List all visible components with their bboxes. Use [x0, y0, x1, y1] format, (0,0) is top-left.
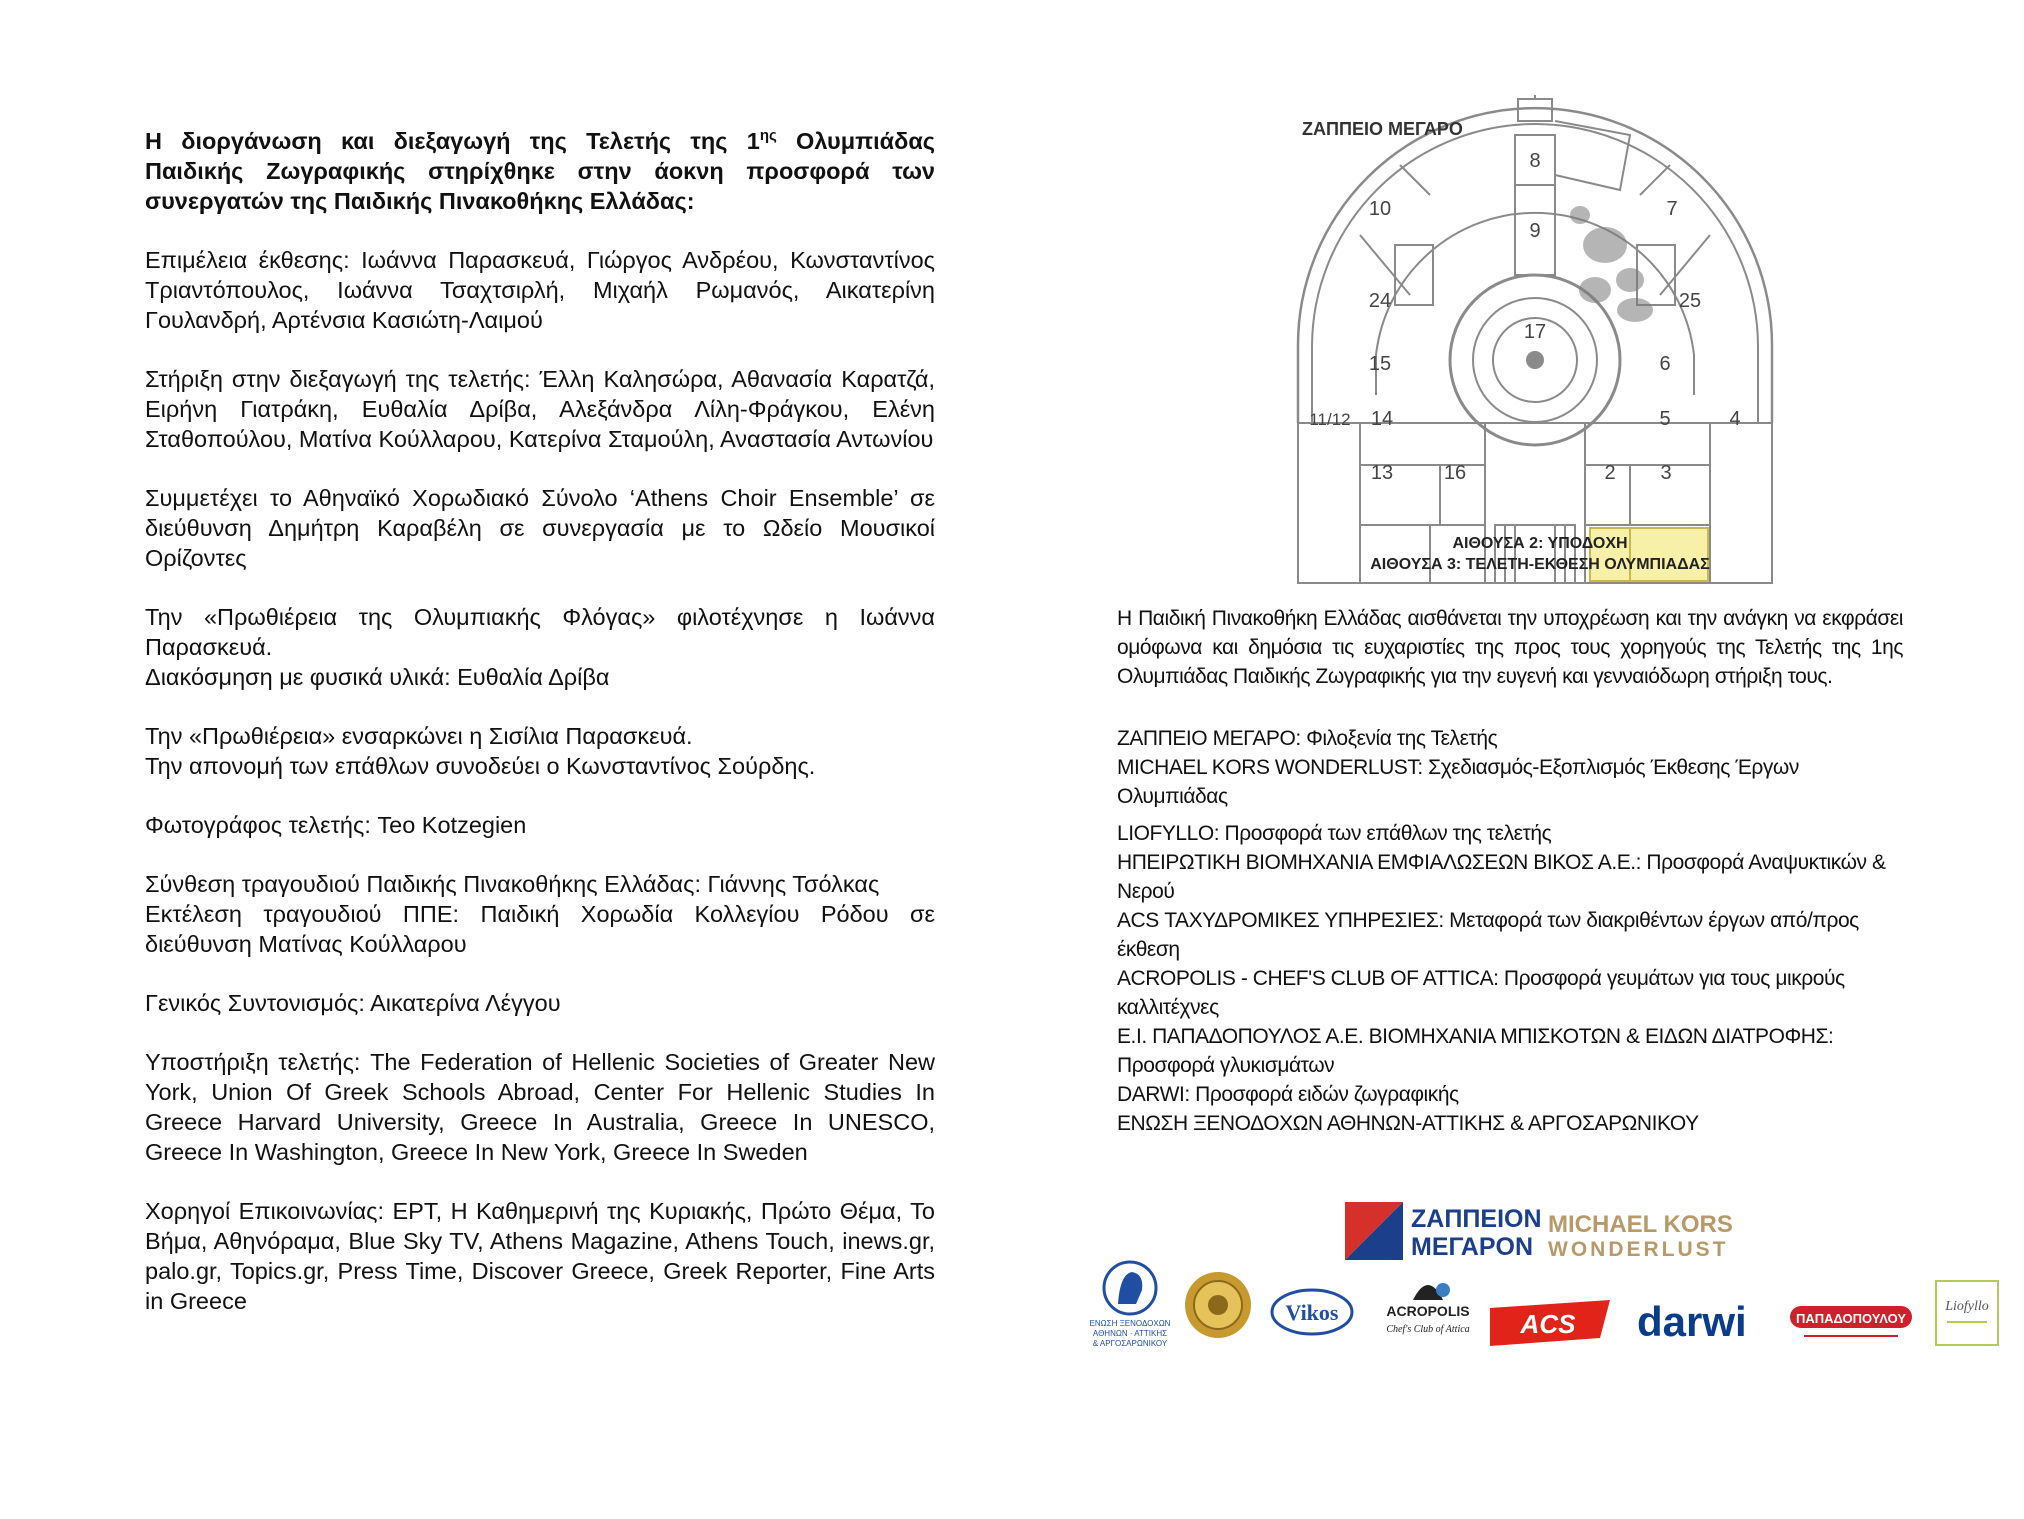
- zappeion-floorplan: [1290, 95, 1780, 585]
- room-label: 8: [1529, 150, 1541, 172]
- sponsor-item: ACS ΤΑΧΥΔΡΟΜΙΚΕΣ ΥΠΗΡΕΣΙΕΣ: Μεταφορά των διακριθέντων έργων από/προς έκθεση: [1117, 909, 1859, 961]
- support-paragraph: Στήριξη στην διεξαγωγή της τελετής: Έλλη Καλησώρα, Αθανασία Καρατζά, Ειρήνη Γιατράκη, Ευθαλία Δρίβα, Αλεξάνδρα Λίλη-Φράγκου, Ελένη Σταθοπούλου, Ματίνα Κούλλαρου, Κατερίνα Σταμούλη, Αναστασία Αντωνίου: [145, 366, 935, 452]
- room-label: 15: [1368, 353, 1392, 375]
- room-label: 2: [1604, 462, 1616, 484]
- zappeion-logo-text-2: ΜΕΓΑΡΟΝ: [1411, 1233, 1534, 1261]
- room-label: 17: [1523, 321, 1547, 343]
- acs-logo: [1490, 1300, 1610, 1351]
- choir-paragraph: Συμμετέχει το Αθηναϊκό Χορωδιακό Σύνολο ‘Athens Choir Ensemble’ σε διεύθυνση Δημήτρη Καραβέλη σε συνεργασία με το Ωδείο Μουσικοί Ορίζοντες: [145, 485, 935, 571]
- room-label: 16: [1443, 462, 1467, 484]
- papadopoulou-logo-text: ΠΑΠΑΔΟΠΟΥΛΟΥ: [1795, 1311, 1907, 1326]
- sponsor-item: ΖΑΠΠΕΙΟ ΜΕΓΑΡΟ: Φιλοξενία της Τελετής: [1117, 727, 1498, 750]
- room-label: 5: [1659, 408, 1671, 430]
- room-label: 25: [1678, 290, 1702, 312]
- darwi-logo-text: darwi: [1637, 1298, 1747, 1345]
- sponsor-item: ΗΠΕΙΡΩΤΙΚΗ ΒΙΟΜΗΧΑΝΙΑ ΕΜΦΙΑΛΩΣΕΩΝ ΒΙΚΟΣ Α.Ε.: Προσφορά Αναψυκτικών & Νερού: [1117, 851, 1886, 903]
- acropolis-chefs-logo: [1383, 1268, 1473, 1353]
- coordination-paragraph: Γενικός Συντονισμός: Αικατερίνα Λέγγου: [145, 990, 561, 1016]
- sponsors-column: [1117, 604, 1903, 1138]
- hotel-union-logo: [1090, 1260, 1170, 1355]
- zappeion-logo-text-1: ΖΑΠΠΕΙΟΝ: [1411, 1205, 1542, 1233]
- priestess-paragraph: Την «Πρωθιέρεια» ενσαρκώνει η Σισίλια Παρασκευά. Την απονομή των επάθλων συνοδεύει ο Κωνσταντίνος Σούρδης.: [145, 723, 816, 779]
- room-label: 14: [1370, 408, 1394, 430]
- mk-logo-text-2: WONDERLUST: [1548, 1238, 1729, 1261]
- sponsor-item: ACROPOLIS - CHEF'S CLUB OF ATTICA: Προσφορά γευμάτων για τους μικρούς καλλιτέχνες: [1117, 967, 1845, 1019]
- media-sponsors-paragraph: Χορηγοί Επικοινωνίας: ΕΡΤ, Η Καθημερινή της Κυριακής, Πρώτο Θέμα, Το Βήμα, Αθηνόραμα, Blue Sky TV, Athens Magazine, Athens Touch, inews.gr, palo.gr, Topics.gr, Press Time, Discover Greece, Greek Reporter, Fine Arts in Greece: [145, 1198, 935, 1314]
- ceremony-support-paragraph: Υποστήριξη τελετής: The Federation of Hellenic Societies of Greater New York, Union Of Greek Schools Abroad, Center For Hellenic Studies In Greece Harvard University, Greece In Australia, Greece In UNESCO, Greece In Washington, Greece In New York, Greece In Sweden: [145, 1049, 935, 1165]
- credits-column: [145, 126, 935, 1345]
- floorplan-drawing: [1290, 95, 1780, 585]
- photographer-paragraph: Φωτογράφος τελετής: Teo Kotzegien: [145, 812, 527, 838]
- thanks-paragraph: Η Παιδική Πινακοθήκη Ελλάδας αισθάνεται την υποχρέωση και την ανάγκη να εκφράσει ομόφωνα και δημόσια τις ευχαριστίες της προς τους χορηγούς της Τελετής της 1ης Ολυμπιάδας Παιδικής Ζωγραφικής για την ευγενή και γενναιόδωρη στήριξη τους.: [1117, 607, 1903, 688]
- room-label: 7: [1666, 198, 1678, 220]
- room-label: 24: [1368, 290, 1392, 312]
- room-label: 4: [1729, 408, 1741, 430]
- acropolis-logo-text-2: Chef's Club of Attica: [1386, 1324, 1470, 1335]
- sponsor-item: ΕΝΩΣΗ ΞΕΝΟΔΟΧΩΝ ΑΘΗΝΩΝ-ΑΤΤΙΚΗΣ & ΑΡΓΟΣΑΡΩΝΙΚΟΥ: [1117, 1112, 1699, 1135]
- song-paragraph: Σύνθεση τραγουδιού Παιδικής Πινακοθήκης Ελλάδας: Γιάννης Τσόλκας Εκτέλεση τραγουδιού ΠΠΕ: Παιδική Χορωδία Κολλεγίου Ρόδου σε διεύθυνση Ματίνας Κούλλαρου: [145, 871, 935, 957]
- acs-logo-text: ACS: [1520, 1309, 1576, 1339]
- floorplan-title: ΖΑΠΠΕΙΟ ΜΕΓΑΡΟ: [1302, 119, 1463, 139]
- sponsor-item: MICHAEL KORS WONDERLUST: Σχεδιασμός-Εξοπλισμός Έκθεσης Έργων Ολυμπιάδας: [1117, 756, 1799, 808]
- liofyllo-logo: [1935, 1280, 1999, 1351]
- intro-paragraph: Η διοργάνωση και διεξαγωγή της Τελετής της $1^{\eta\varsigma}$ Ολυμπιάδας Παιδικής Ζωγραφικής στηρίχθηκε στην άοκνη προσφορά των συνεργατών της Παιδικής Πινακοθήκης Ελλάδας:: [145, 127, 935, 214]
- papadopoulou-logo: [1790, 1300, 1912, 1349]
- liofyllo-logo-text: Liofyllo: [1945, 1299, 1989, 1314]
- sponsor-item: DARWI: Προσφορά ειδών ζωγραφικής: [1117, 1083, 1459, 1106]
- room-label: 3: [1660, 462, 1672, 484]
- room-label: 9: [1529, 220, 1541, 242]
- curation-paragraph: Επιμέλεια έκθεσης: Ιωάννα Παρασκευά, Γιώργος Ανδρέου, Κωνσταντίνος Τριαντόπουλος, Ιωάννα Τσαχτσιρλή, Μιχαήλ Ρωμανός, Αικατερίνη Γουλανδρή, Αρτένσια Κασιώτη-Λαιμού: [145, 247, 935, 333]
- flame-paragraph: Την «Πρωθιέρεια της Ολυμπιακής Φλόγας» φιλοτέχνησε η Ιωάννα Παρασκευά. Διακόσμηση με φυσικά υλικά: Ευθαλία Δρίβα: [145, 604, 935, 690]
- sponsor-item: Ε.Ι. ΠΑΠΑΔΟΠΟΥΛΟΣ Α.Ε. ΒΙΟΜΗΧΑΝΙΑ ΜΠΙΣΚΟΤΩΝ & ΕΙΔΩΝ ΔΙΑΤΡΟΦΗΣ: Προσφορά γλυκισμάτων: [1117, 1025, 1834, 1077]
- room-label: 13: [1370, 462, 1394, 484]
- mk-logo-text-1: MICHAEL KORS: [1548, 1211, 1733, 1238]
- michael-kors-logo: [1548, 1210, 1768, 1265]
- acropolis-logo-text-1: ACROPOLIS: [1386, 1303, 1470, 1319]
- zappeion-logo: [1345, 1202, 1542, 1265]
- gold-seal-logo: [1183, 1270, 1253, 1345]
- floorplan-caption: [1330, 533, 1750, 575]
- hotel-logo-text-1: ΕΝΩΣΗ ΞΕΝΟΔΟΧΩΝ: [1089, 1319, 1171, 1328]
- caption-room-3: ΑΙΘΟΥΣΑ 3: ΤΕΛΕΤΗ-ΕΚΘΕΣΗ ΟΛΥΜΠΙΑΔΑΣ: [1370, 556, 1710, 573]
- darwi-logo: [1637, 1290, 1757, 1355]
- caption-room-2: ΑΙΘΟΥΣΑ 2: ΥΠΟΔΟΧΗ: [1452, 535, 1628, 552]
- room-label: 6: [1659, 353, 1671, 375]
- sponsor-item: LIOFYLLO: Προσφορά των επάθλων της τελετής: [1117, 822, 1552, 845]
- hotel-logo-text-3: & ΑΡΓΟΣΑΡΩΝΙΚΟΥ: [1092, 1339, 1168, 1348]
- vikos-logo-text: Vikos: [1285, 1300, 1339, 1325]
- room-label: 10: [1368, 198, 1392, 220]
- vikos-logo: [1268, 1278, 1356, 1343]
- room-label: 11/12: [1309, 410, 1351, 429]
- hotel-logo-text-2: ΑΘΗΝΩΝ · ΑΤΤΙΚΗΣ: [1092, 1329, 1168, 1338]
